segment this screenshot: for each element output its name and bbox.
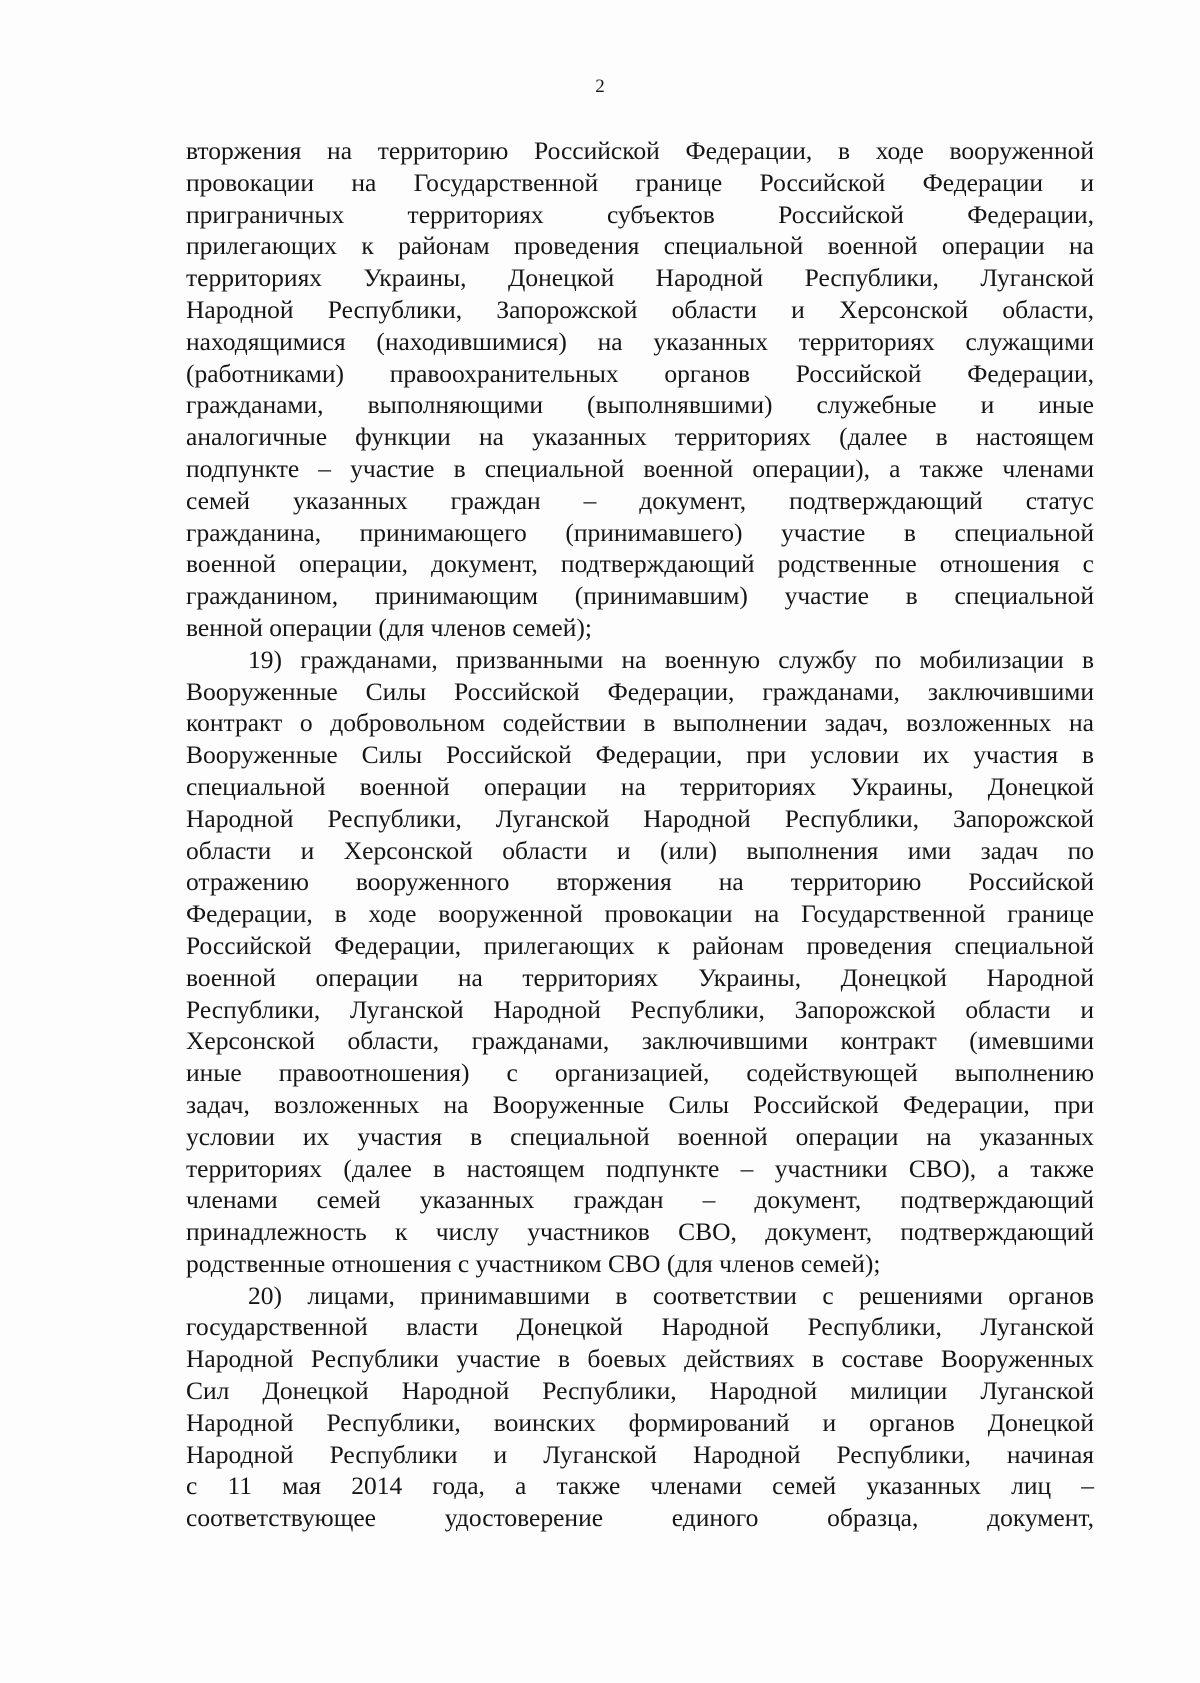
text-line: с 11 мая 2014 года, а также членами семей указанных лиц – (186, 1471, 1094, 1501)
text-line: территориях Украины, Донецкой Народной Республики, Луганской (186, 263, 1094, 293)
paragraph-19 (186, 644, 1094, 1280)
text-line: соответствующее удостоверение единого образца, документ, (186, 1503, 1094, 1533)
paragraph-20 (186, 1280, 1094, 1534)
text-line: военной операции на территориях Украины, Донецкой Народной (186, 962, 1094, 992)
text-line: находящимися (находившимися) на указанных территориях служащими (186, 326, 1094, 356)
text-line: родственные отношения с участником СВО (для членов семей); (186, 1248, 881, 1278)
text-line: государственной власти Донецкой Народной Республики, Луганской (186, 1312, 1094, 1342)
text-line: территориях (далее в настоящем подпункте – участники СВО), а также (186, 1153, 1094, 1183)
text-line: задач, возложенных на Вооруженные Силы Российской Федерации, при (186, 1089, 1094, 1119)
text-line: подпункте – участие в специальной военной операции), а также членами (186, 453, 1094, 483)
text-line: венной операции (для членов семей); (186, 612, 592, 642)
text-line: Вооруженные Силы Российской Федерации, при условии их участия в (186, 740, 1094, 770)
text-line: Федерации, в ходе вооруженной провокации на Государственной границе (186, 899, 1094, 929)
text-line: Народной Республики участие в боевых действиях в составе Вооруженных (186, 1344, 1094, 1374)
text-line: 20) лицами, принимавшими в соответствии с решениями органов (248, 1280, 1094, 1310)
text-line: аналогичные функции на указанных территориях (далее в настоящем (186, 422, 1094, 452)
text-line: Народной Республики и Луганской Народной Республики, начиная (186, 1439, 1094, 1469)
text-line: отражению вооруженного вторжения на территорию Российской (186, 867, 1094, 897)
text-line: Сил Донецкой Народной Республики, Народной милиции Луганской (186, 1376, 1094, 1406)
document-body (186, 135, 1094, 1534)
text-line: гражданами, выполняющими (выполнявшими) служебные и иные (186, 390, 1094, 420)
text-line: Республики, Луганской Народной Республики, Запорожской области и (186, 994, 1094, 1024)
text-line: гражданина, принимающего (принимавшего) участие в специальной (186, 517, 1094, 547)
text-line: Народной Республики, Запорожской области и Херсонской области, (186, 294, 1094, 324)
text-line: членами семей указанных граждан – документ, подтверждающий (186, 1185, 1094, 1215)
text-line: Народной Республики, воинских формирований и органов Донецкой (186, 1407, 1094, 1437)
text-line: Вооруженные Силы Российской Федерации, гражданами, заключившими (186, 676, 1094, 706)
text-line: Херсонской области, гражданами, заключившими контракт (имевшими (186, 1026, 1094, 1056)
text-line: 19) гражданами, призванными на военную службу по мобилизации в (248, 644, 1094, 674)
text-line: вторжения на территорию Российской Федерации, в ходе вооруженной (186, 136, 1094, 165)
text-line: Народной Республики, Луганской Народной Республики, Запорожской (186, 803, 1094, 833)
text-line: иные правоотношения) с организацией, содействующей выполнению (186, 1058, 1094, 1088)
text-line: приграничных территориях субъектов Российской Федерации, (186, 199, 1094, 229)
text-line: области и Херсонской области и (или) выполнения ими задач по (186, 835, 1094, 865)
text-line: контракт о добровольном содействии в выполнении задач, возложенных на (186, 708, 1094, 738)
text-line: прилегающих к районам проведения специальной военной операции на (186, 231, 1094, 261)
text-line: провокации на Государственной границе Российской Федерации и (186, 167, 1094, 197)
page-number: 2 (595, 76, 605, 97)
text-line: принадлежность к числу участников СВО, документ, подтверждающий (186, 1217, 1094, 1247)
text-line: условии их участия в специальной военной операции на указанных (186, 1121, 1094, 1151)
text-line: гражданином, принимающим (принимавшим) участие в специальной (186, 581, 1094, 611)
paragraph-18-continuation (186, 135, 1094, 644)
text-line: Российской Федерации, прилегающих к районам проведения специальной (186, 930, 1094, 960)
text-line: (работниками) правоохранительных органов Российской Федерации, (186, 358, 1094, 388)
text-line: специальной военной операции на территориях Украины, Донецкой (186, 771, 1094, 801)
text-line: семей указанных граждан – документ, подтверждающий статус (186, 485, 1094, 515)
text-line: военной операции, документ, подтверждающий родственные отношения с (186, 549, 1094, 579)
